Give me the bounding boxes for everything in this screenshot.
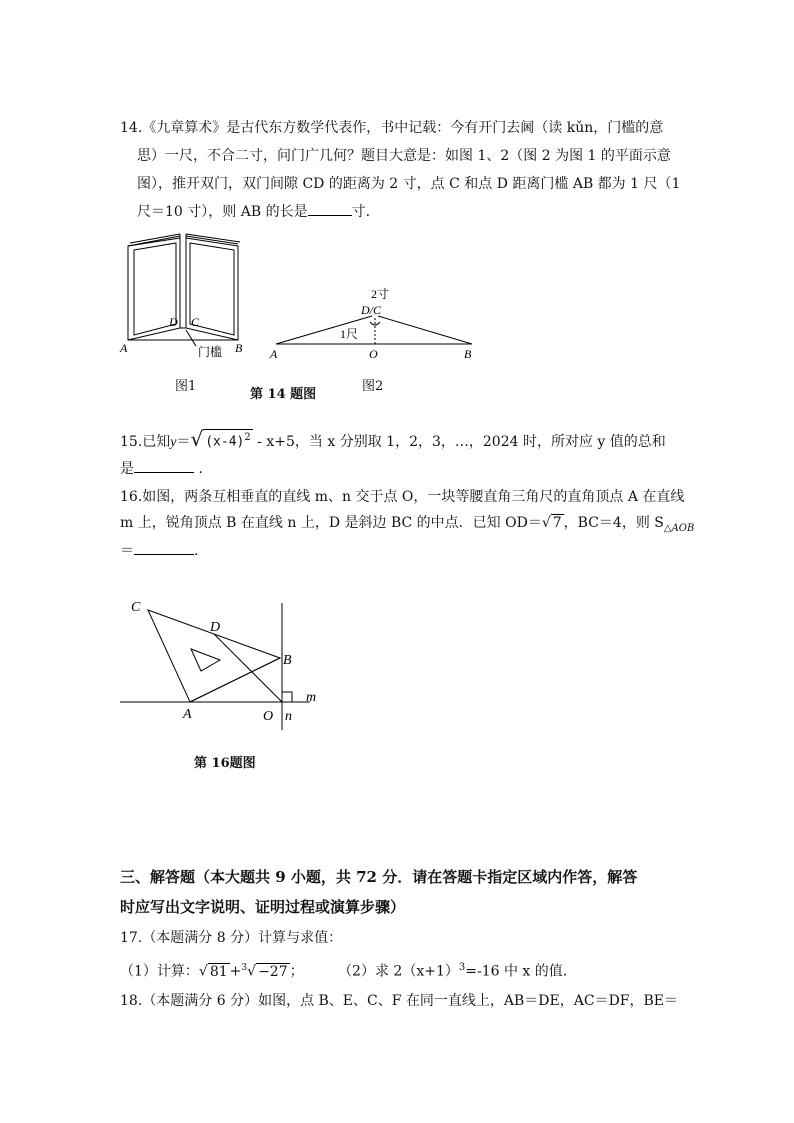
sqrt-symbol: √ [247,963,257,980]
q16-line-2-rest: ，BC＝4，则 S [563,515,664,531]
q16-period: . [194,543,199,559]
fig1-label-b: B [235,341,243,355]
fig16-label-a: A [183,707,192,722]
q15-line-1 [120,428,666,454]
fig16-label-o: O [263,709,274,724]
fig1-label-d: D [169,315,178,329]
q15-radicand: (x-4) [205,435,245,450]
fig16-label-n: n [285,709,292,724]
q15-prefix: 15.已知 [120,434,171,450]
fig16-label-b: B [283,653,292,668]
q15-period: ． [194,461,213,477]
fig2-dist-label: 1尺 [340,327,359,341]
sqrt-symbol: √ [541,515,551,531]
section-3-line-1: 三、解答题（本大题共 9 小题，共 72 分．请在答题卡指定区域内作答，解答 [120,868,638,886]
fig1-label-a: A [120,341,128,355]
q14-line-4 [137,201,370,223]
fig1-threshold-label: 门槛 [198,345,223,358]
q17-cbrt-neg27: −27 [258,963,288,980]
fig1-label-c: C [191,315,200,329]
q15-exponent: 2 [244,432,251,444]
fig2-label-a: A [270,347,278,361]
q16-figure [115,595,335,735]
q15-radical [203,429,253,451]
q17-sqrt81: 81 [209,963,228,980]
q17-cube-index: 3 [241,963,248,973]
q17-semicolon: ； [289,963,304,980]
q17-line-2 [120,957,567,983]
fig2-gap-label: 2寸 [371,287,390,301]
fig2-caption: 图2 [362,379,384,394]
q17-part-1: （1）计算： [120,963,199,980]
q14-figure-1 [118,228,253,358]
q16-line-1: 16.如图，两条互相垂直的直线 m、n 交于点 O，一块等腰直角三角尺的直角顶点 A 在直线 [120,489,685,505]
q14-line-3: 图），推开双门，双门间隙 CD 的距离为 2 寸，点 C 和点 D 距离门槛 AB 都为 1 尺（1 [137,176,681,192]
fig2-label-b: B [464,347,472,361]
q14-figure-title: 第 14 题图 [250,387,317,402]
q14-unit: 寸. [351,204,371,220]
section-3-line-2: 时应写出文字说明、证明过程或演算步骤） [120,898,406,916]
q16-sqrt7: 7 [552,515,562,531]
q16-eq: ＝ [120,543,134,559]
fig16-label-d: D [210,620,221,635]
sqrt-symbol: √ [198,963,208,980]
fig1-caption: 图1 [175,379,197,394]
q17-part-2: （2）求 2（x+1） [338,963,459,980]
fig2-label-dc: D/C [361,303,382,317]
q14-line-2: 思）一尺，不合二寸，问门广几何？题目大意是：如图 1、2（图 2 为图 1 的平面示意 [137,148,671,164]
q15-eq: ＝ [176,434,191,450]
q16-answer-blank[interactable] [134,540,194,555]
fig16-label-m: m [306,690,317,705]
q14-line-4-text: 尺＝10 寸），则 AB 的长是 [137,204,308,220]
q14-answer-blank[interactable] [308,201,352,216]
fig2-label-o: O [369,347,378,361]
q16-line-2-text: m 上，锐角顶点 B 在直线 n 上，D 是斜边 BC 的中点．已知 OD＝ [120,515,542,531]
q14-figure-2 [262,282,484,362]
q15-answer-blank[interactable] [134,458,194,473]
q17-plus: + [229,963,242,980]
q16-line-3 [120,540,198,562]
q17-part-2-rest: =-16 中 x 的值. [465,963,568,980]
q17-line-1: 17.（本题满分 8 分）计算与求值： [120,930,343,946]
q14-line-1: 14.《九章算术》是古代东方数学代表作，书中记载：今有开门去阃（读 kǔn，门槛的意 [120,120,664,136]
q15-y: y [170,435,177,450]
fig16-label-c: C [131,600,141,615]
q17-part-2-exponent: 3 [458,962,466,973]
q18-line-1: 18.（本题满分 6 分）如图，点 B、E、C、F 在同一直线上，AB＝DE，AC＝DF，BE＝ [120,993,679,1009]
q15-line-2 [120,458,212,480]
q16-line-2 [120,512,694,540]
q16-figure-title: 第 16题图 [194,756,256,771]
q16-subscript: △AOB [663,522,695,534]
sqrt-symbol: √ [190,427,204,451]
q15-line-2-text: 是 [120,461,134,477]
q15-rest: - x+5，当 x 分别取 1，2，3，…，2024 时，所对应 y 值的总和 [252,434,666,450]
